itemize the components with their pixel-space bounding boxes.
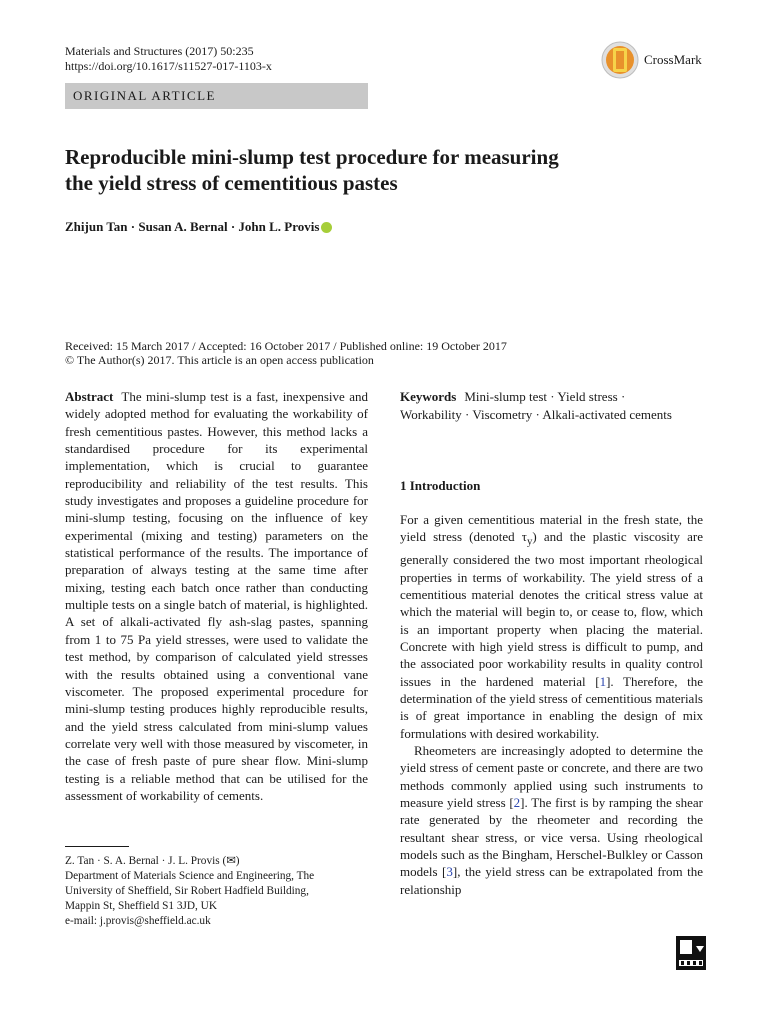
affiliation-line: Department of Materials Science and Engineering, The	[65, 870, 315, 882]
abstract-paragraph	[65, 388, 368, 804]
affiliation-email[interactable]: e-mail: j.provis@sheffield.ac.uk	[65, 915, 211, 927]
intro-paragraph	[400, 742, 703, 898]
abstract-heading: Abstract	[65, 389, 114, 404]
title-line: Reproducible mini-slump test procedure for measuring	[65, 145, 559, 169]
abstract-section	[65, 388, 368, 804]
intro-text: Rheometers are increasingly adopted to determine the yield stress of cement paste or concrete, and there are two methods commonly applied using such instruments to measure yield stress [	[400, 743, 703, 811]
citation-link[interactable]: 1	[599, 673, 607, 689]
citation-link[interactable]: 2	[513, 795, 521, 811]
footnote-rule	[65, 846, 129, 847]
title-line: the yield stress of cementitious pastes	[65, 171, 398, 195]
intro-text: ], the yield stress can be extrapolated from the relationship	[400, 864, 703, 897]
author-list	[65, 218, 332, 236]
affiliation-authors: Z. Tan · S. A. Bernal · J. L. Provis (✉)	[65, 855, 240, 867]
orcid-icon[interactable]	[321, 222, 332, 233]
intro-text: ) and the plastic viscosity are generally considered the two most important rheological properties in terms of workability. The yield stress of a cementitious material denotes the critical stress value at which the material will begin to, or cease to, flow, which is an important property when placing the material. Concrete with high yield stress is difficult to pump, and the associated poor workability results in quality control issues in the hardened material [	[400, 529, 703, 689]
keywords-line: Workability · Viscometry · Alkali-activated cements	[400, 407, 672, 422]
introduction-body	[400, 511, 703, 898]
affiliation-line: University of Sheffield, Sir Robert Hadfield Building,	[65, 885, 309, 897]
article-type-banner: ORIGINAL ARTICLE	[65, 83, 368, 109]
license-note: © The Author(s) 2017. This article is an open access publication	[65, 353, 374, 367]
crossmark-icon	[600, 40, 640, 80]
affiliation-line: Mappin St, Sheffield S1 3JD, UK	[65, 900, 217, 912]
keywords-line: Mini-slump test · Yield stress ·	[464, 389, 626, 404]
article-title	[65, 144, 685, 196]
citation-link[interactable]: 3	[446, 864, 453, 880]
affiliation-block	[65, 854, 368, 929]
keywords-heading: Keywords	[400, 389, 457, 404]
intro-text: ]. The first is by ramping the shear rate generated by the rheometer and recording the resultant shear stress, or vice versa. Using rheological models such as the Bingham, Herschel-Bulkley or Casson models [	[400, 795, 703, 880]
keywords-section	[400, 388, 703, 424]
rilem-logo-icon	[676, 936, 706, 970]
doi-link[interactable]: https://doi.org/10.1617/s11527-017-1103-x	[65, 59, 272, 73]
intro-paragraph	[400, 511, 703, 742]
abstract-text: The mini-slump test is a fast, inexpensive and widely adopted method for evaluating the workability of fresh cementitious pastes. However, this method lacks a standardised procedure for its experimental implementation, which is crucial to guarantee reproducibility and reliability of the test results. This study investigates and proposes a guideline procedure for mini-slump testing, focusing on the influence of key experimental (mixing and testing) parameters on the statistical performance of the results. The importance of preparation of always testing at the same time after mixing, testing each batch once rather than conducting multiple tests on a single batch of material, is highlighted. A set of alkali-activated fly ash-slag pastes, spanning from 1 to 75 Pa yield stresses, were used to validate the test method, by comparison of calculated yield stresses with the results obtained using a conventional vane viscometer. The proposed experimental procedure for mini-slump testing produces highly reproducible results, and the yield stress calculated from mini-slump values correlate very well with those measured by viscometer, in the case of fresh paste of pure shear flow. Mini-slump testing is a reliable method that can be utilised for the assessment of workability of cements.	[65, 389, 368, 803]
author-names: Zhijun Tan · Susan A. Bernal · John L. Provis	[65, 219, 320, 234]
section-heading-introduction: 1 Introduction	[400, 478, 481, 493]
journal-citation: Materials and Structures (2017) 50:235	[65, 44, 254, 58]
tau-subscript: y	[526, 535, 533, 548]
crossmark-label: CrossMark	[644, 52, 702, 67]
publication-dates: Received: 15 March 2017 / Accepted: 16 October 2017 / Published online: 19 October 2017	[65, 339, 507, 353]
intro-text: For a given cementitious material in the fresh state, the yield stress (denoted τ	[400, 512, 703, 545]
crossmark-badge[interactable]	[600, 40, 740, 80]
intro-text: ]. Therefore, the determination of the yield stress of cementitious materials is of great importance in enabling the design of mix formulations with desired workability.	[400, 673, 704, 741]
